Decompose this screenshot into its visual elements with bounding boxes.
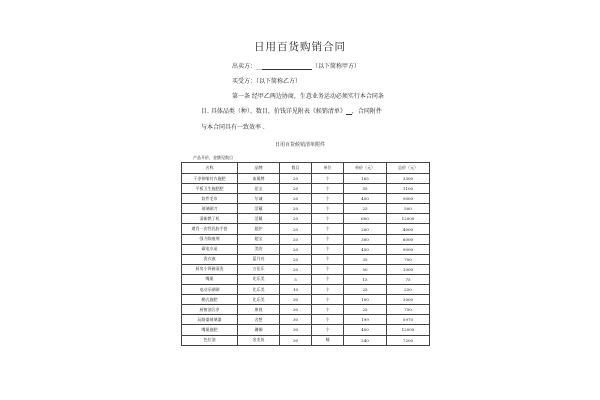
cell-quantity: 30 xyxy=(280,295,312,305)
cell-unit: 个 xyxy=(312,274,344,284)
cell-total-price: 3000 xyxy=(387,295,430,305)
table-row xyxy=(182,335,430,345)
cell-name: 嘴巢 xyxy=(182,274,238,284)
clause-text-b: ，合同附件 xyxy=(351,108,382,115)
cell-unit: 桶 xyxy=(312,335,344,345)
cell-brand: 金龙鱼 xyxy=(238,335,280,345)
cell-unit-price: 35 xyxy=(344,254,387,264)
cell-quantity: 20 xyxy=(280,174,312,184)
cell-unit-price: 25 xyxy=(344,204,387,214)
cell-brand: 比乐美 xyxy=(238,295,280,305)
buyer-suffix: （以下简称乙方） xyxy=(256,78,302,85)
cell-quantity: 30 xyxy=(280,325,312,335)
cell-total-price: 12000 xyxy=(387,214,430,224)
table-row xyxy=(182,244,430,254)
header-unit-price: 单价（元） xyxy=(344,163,387,174)
product-table xyxy=(181,162,430,346)
cell-total-price: 12000 xyxy=(387,325,430,335)
cell-unit-price: 300 xyxy=(344,234,387,244)
cell-name: 软件毛巾 xyxy=(182,194,238,204)
table-row xyxy=(182,295,430,305)
header-brand: 品牌 xyxy=(238,163,280,174)
buyer-label: 买受方： xyxy=(232,78,257,85)
cell-brand: 蓝月亮 xyxy=(238,254,280,264)
cell-unit: 个 xyxy=(312,214,344,224)
cell-total-price: 7200 xyxy=(387,335,430,345)
cell-brand: 美的 xyxy=(238,244,280,254)
cell-unit-price: 100 xyxy=(344,295,387,305)
table-row xyxy=(182,254,430,264)
cell-unit: 个 xyxy=(312,305,344,315)
cell-brand: 佳宝 xyxy=(238,184,280,194)
cell-unit-price: 50 xyxy=(344,264,387,274)
cell-quantity: 20 xyxy=(280,194,312,204)
table-body xyxy=(182,174,430,346)
cell-unit: 个 xyxy=(312,325,344,335)
header-quantity: 数目 xyxy=(280,163,312,174)
cell-brand: 活戴 xyxy=(238,204,280,214)
cell-unit-price: 15 xyxy=(344,274,387,284)
cell-name: 玻璃刷刀 xyxy=(182,204,238,214)
seller-blank xyxy=(262,63,312,70)
cell-unit: 个 xyxy=(312,224,344,234)
header-total-price: 总价（元） xyxy=(387,163,430,174)
cell-unit-price: 400 xyxy=(344,325,387,335)
cell-brand: 雀巢牌 xyxy=(238,174,280,184)
cell-total-price: 9000 xyxy=(387,244,430,254)
cell-brand: 珊娴 xyxy=(238,325,280,335)
table-row xyxy=(182,204,430,214)
cell-brand: 万佳乐 xyxy=(238,264,280,274)
cell-unit: 个 xyxy=(312,174,344,184)
cell-name: 邋肖一次性乳胶手套 xyxy=(182,224,238,234)
cell-unit-price: 25 xyxy=(344,305,387,315)
table-row xyxy=(182,264,430,274)
cell-unit-price: 600 xyxy=(344,214,387,224)
cell-total-price: 500 xyxy=(387,204,430,214)
cell-brand: 超炉 xyxy=(238,224,280,234)
table-row xyxy=(182,224,430,234)
cell-unit: 个 xyxy=(312,254,344,264)
table-header-row xyxy=(182,163,430,174)
cell-brand: 康视 xyxy=(238,305,280,315)
cell-unit: 个 xyxy=(312,264,344,274)
cell-quantity: 20 xyxy=(280,264,312,274)
cell-unit: 个 xyxy=(312,184,344,194)
cell-total-price: 9000 xyxy=(387,194,430,204)
seller-line xyxy=(232,61,360,70)
table-row xyxy=(182,325,430,335)
cell-unit-price: 25 xyxy=(344,285,387,295)
cell-name: 洗衣液 xyxy=(182,254,238,264)
cell-unit: 个 xyxy=(312,295,344,305)
cell-total-price: 6000 xyxy=(387,234,430,244)
cell-name: 色拉油 xyxy=(182,335,238,345)
cell-name: 厨窗油污净 xyxy=(182,305,238,315)
clause-text-a: 目. 具体品类（种）、数目，价钱详见附表《候销清单》 xyxy=(201,108,346,115)
cell-name: 嘴巢施肥 xyxy=(182,325,238,335)
cell-quantity: 30 xyxy=(280,335,312,345)
cell-name: 干净伸缩衬衣施肥 xyxy=(182,174,238,184)
cell-quantity: 20 xyxy=(280,224,312,234)
cell-quantity: 20 xyxy=(280,254,312,264)
cell-unit-price: 450 xyxy=(344,244,387,254)
cell-total-price: 1000 xyxy=(387,264,430,274)
cell-unit-price: 199 xyxy=(344,315,387,325)
cell-total-price: 250 xyxy=(387,285,430,295)
cell-unit: 个 xyxy=(312,315,344,325)
cell-brand: 比乐美 xyxy=(238,274,280,284)
cell-quantity: 30 xyxy=(280,305,312,315)
table-row xyxy=(182,274,430,284)
cell-quantity: 20 xyxy=(280,214,312,224)
cell-quantity: 30 xyxy=(280,315,312,325)
cell-total-price: 700 xyxy=(387,254,430,264)
header-unit: 单位 xyxy=(312,163,344,174)
cell-total-price: 5970 xyxy=(387,315,430,325)
cell-brand: 尔诚 xyxy=(238,194,280,204)
appendix-title: 日用百货候销清单附件 xyxy=(274,142,325,148)
table-row xyxy=(182,234,430,244)
seller-label: 出卖方： xyxy=(232,63,257,70)
cell-total-price: 1100 xyxy=(387,184,430,194)
cell-brand: 舍想 xyxy=(238,315,280,325)
cell-unit-price: 450 xyxy=(344,194,387,204)
cell-unit-price: 165 xyxy=(344,174,387,184)
cell-total-price: 3300 xyxy=(387,174,430,184)
cell-name: 厨房小饼碗清洗 xyxy=(182,264,238,274)
header-name: 名称 xyxy=(182,163,238,174)
cell-unit-price: 55 xyxy=(344,184,387,194)
cell-quantity: 20 xyxy=(280,234,312,244)
table-row xyxy=(182,184,430,194)
cell-total-price: 4000 xyxy=(387,224,430,234)
cell-unit: 个 xyxy=(312,204,344,214)
cell-unit-price: 200 xyxy=(344,224,387,234)
table-row xyxy=(182,315,430,325)
cell-brand: 比乐美 xyxy=(238,285,280,295)
cell-quantity: 5 xyxy=(280,274,312,284)
cell-quantity: 20 xyxy=(280,204,312,214)
cell-name: 碳电水桌 xyxy=(182,244,238,254)
cell-quantity: 10 xyxy=(280,285,312,295)
cell-unit-price: 240 xyxy=(344,335,387,345)
clause-one-line: 第一条 经甲乙两边协商，生意业务运动必须实行本合同条 xyxy=(232,93,384,100)
cell-brand: 活戴 xyxy=(238,214,280,224)
cell-name: 清新燃了机 xyxy=(182,214,238,224)
table-row xyxy=(182,305,430,315)
cell-total-price: 75 xyxy=(387,274,430,284)
buyer-line xyxy=(232,76,301,85)
seller-suffix: （以下简称甲方） xyxy=(312,63,361,70)
clause-one-line-3: 与本合同具有一致效率 ． xyxy=(201,124,269,131)
table-note: 产品开价，金额见数目 xyxy=(193,155,233,160)
table-row xyxy=(182,285,430,295)
seller-name: __ xyxy=(256,63,263,70)
table-row xyxy=(182,194,430,204)
cell-unit: 个 xyxy=(312,244,344,254)
cell-quantity: 20 xyxy=(280,184,312,194)
cell-name: 玩路器玻璃器 xyxy=(182,315,238,325)
table-row xyxy=(182,214,430,224)
cell-quantity: 20 xyxy=(280,244,312,254)
cell-unit: 个 xyxy=(312,194,344,204)
cell-total-price: 750 xyxy=(387,305,430,315)
cell-name: 平板卫生施肥肥 xyxy=(182,184,238,194)
clause-one-line-2 xyxy=(201,106,382,115)
cell-unit: 个 xyxy=(312,234,344,244)
table-row xyxy=(182,174,430,184)
cell-brand: 超宝 xyxy=(238,234,280,244)
contract-title: 日用百货购销合同 xyxy=(254,41,346,53)
cell-name: 鞘式施肥 xyxy=(182,295,238,305)
cell-name: 强力除痕剂 xyxy=(182,234,238,244)
cell-name: 电动牙刷刷 xyxy=(182,285,238,295)
cell-unit: 个 xyxy=(312,285,344,295)
